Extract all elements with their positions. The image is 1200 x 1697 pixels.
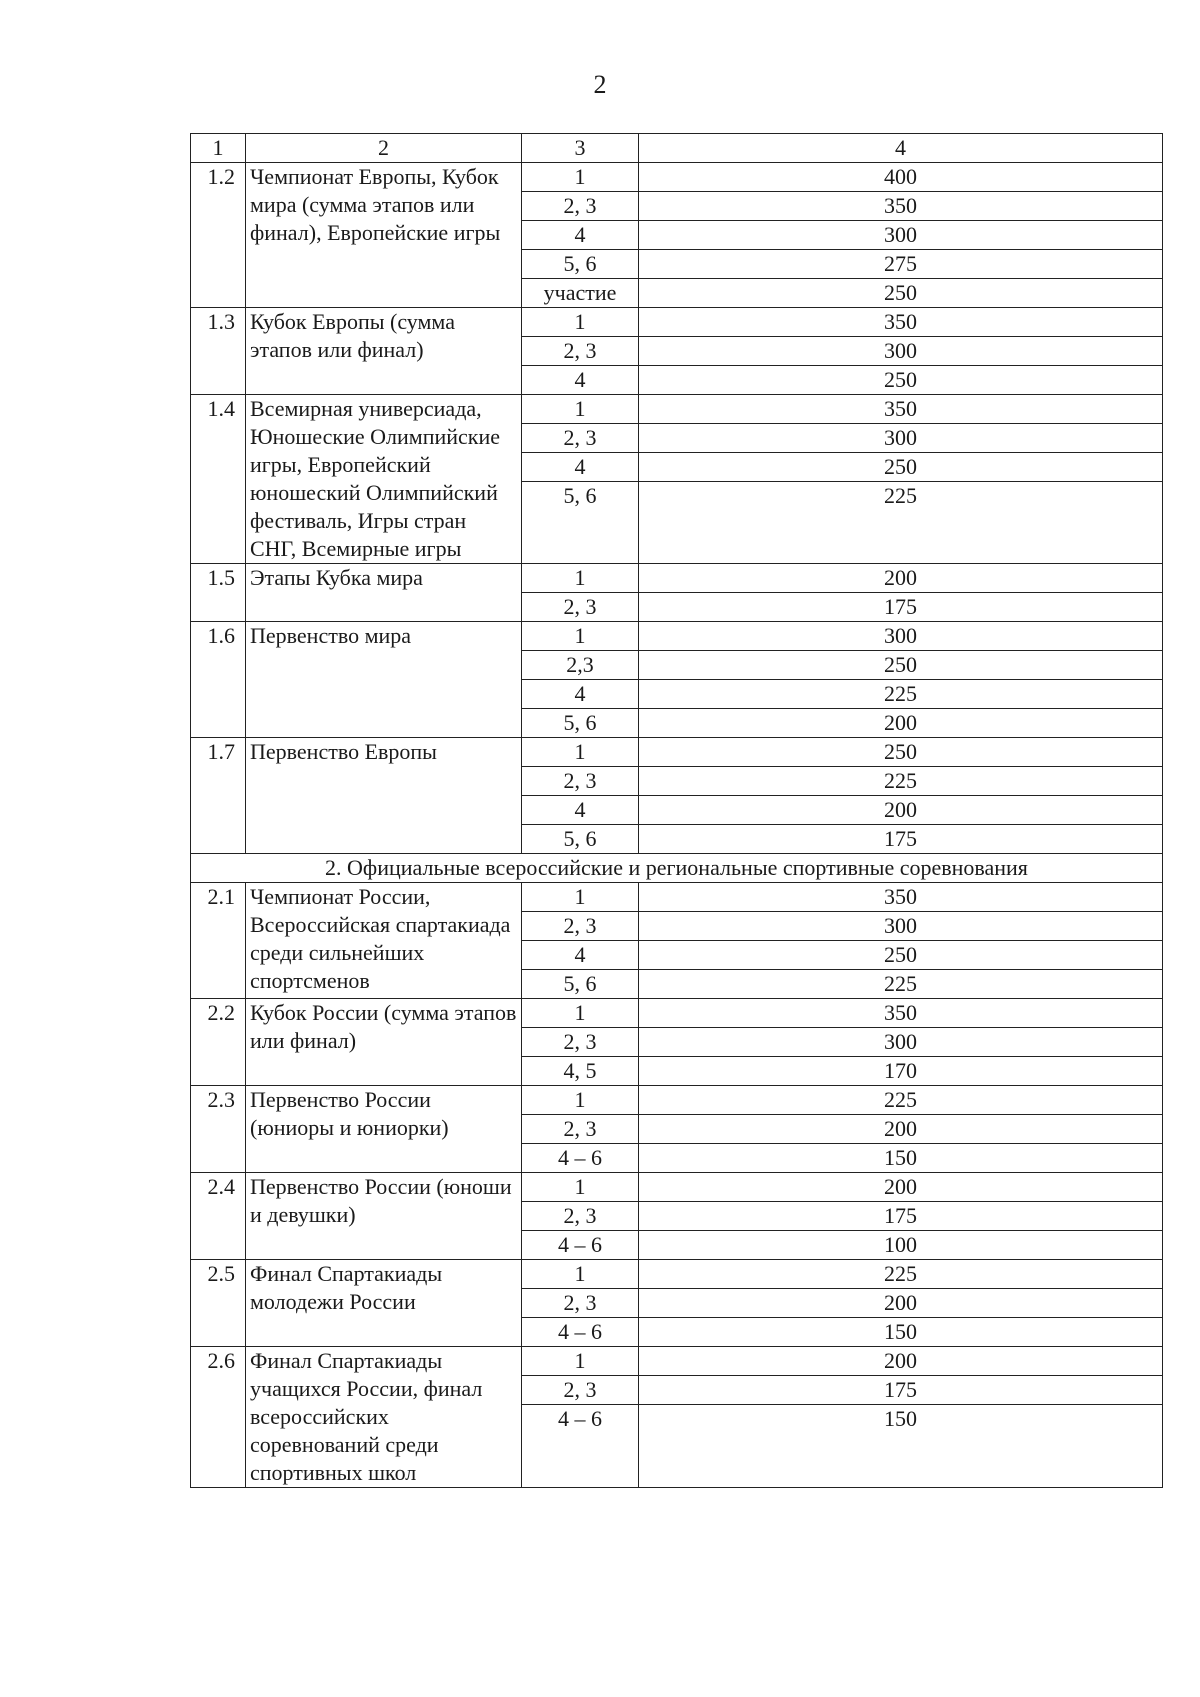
points-cell: 300 [639, 912, 1163, 941]
points-cell: 250 [639, 279, 1163, 308]
points-cell: 350 [639, 192, 1163, 221]
place-cell: 4 [522, 453, 639, 482]
header-cell: 1 [191, 134, 246, 163]
table-row [191, 1173, 1163, 1202]
points-cell: 150 [639, 1405, 1163, 1488]
points-cell: 350 [639, 999, 1163, 1028]
competition-name: Чемпионат России, Всероссийская спартакиада среди сильнейших спортсменов [246, 883, 522, 999]
place-cell: 1 [522, 1347, 639, 1376]
points-cell: 350 [639, 883, 1163, 912]
place-cell: 5, 6 [522, 250, 639, 279]
table-row [191, 622, 1163, 651]
item-number: 2.5 [191, 1260, 246, 1347]
competition-name: Первенство России (юниоры и юниорки) [246, 1086, 522, 1173]
page-number: 2 [593, 70, 607, 99]
place-cell: участие [522, 279, 639, 308]
place-cell: 2, 3 [522, 1289, 639, 1318]
place-cell: 1 [522, 163, 639, 192]
competition-name: Первенство мира [246, 622, 522, 738]
points-cell: 250 [639, 651, 1163, 680]
points-cell: 300 [639, 424, 1163, 453]
table-row [191, 738, 1163, 767]
item-number: 1.5 [191, 564, 246, 622]
place-cell: 1 [522, 622, 639, 651]
competition-name: Кубок Европы (сумма этапов или финал) [246, 308, 522, 395]
place-cell: 4, 5 [522, 1057, 639, 1086]
points-cell: 250 [639, 366, 1163, 395]
place-cell: 2,3 [522, 651, 639, 680]
place-cell: 4 [522, 796, 639, 825]
points-cell: 100 [639, 1231, 1163, 1260]
competition-name: Финал Спартакиады учащихся России, финал всероссийских соревнований среди спортивных школ [246, 1347, 522, 1488]
points-cell: 200 [639, 1347, 1163, 1376]
place-cell: 1 [522, 1086, 639, 1115]
points-cell: 175 [639, 1202, 1163, 1231]
place-cell: 4 [522, 680, 639, 709]
scoring-table [190, 133, 1163, 1488]
table-row [191, 1086, 1163, 1115]
place-cell: 4 [522, 366, 639, 395]
points-cell: 250 [639, 738, 1163, 767]
place-cell: 5, 6 [522, 482, 639, 564]
place-cell: 4 – 6 [522, 1405, 639, 1488]
competition-name: Первенство России (юноши и девушки) [246, 1173, 522, 1260]
place-cell: 4 – 6 [522, 1318, 639, 1347]
place-cell: 1 [522, 738, 639, 767]
competition-name: Чемпионат Европы, Кубок мира (сумма этапов или финал), Европейские игры [246, 163, 522, 308]
points-cell: 175 [639, 1376, 1163, 1405]
place-cell: 2, 3 [522, 593, 639, 622]
points-cell: 300 [639, 1028, 1163, 1057]
points-cell: 150 [639, 1318, 1163, 1347]
place-cell: 2, 3 [522, 1028, 639, 1057]
points-cell: 225 [639, 970, 1163, 999]
item-number: 1.2 [191, 163, 246, 308]
item-number: 1.4 [191, 395, 246, 564]
item-number: 2.3 [191, 1086, 246, 1173]
item-number: 1.3 [191, 308, 246, 395]
item-number: 1.7 [191, 738, 246, 854]
points-cell: 175 [639, 593, 1163, 622]
points-cell: 225 [639, 482, 1163, 564]
points-cell: 300 [639, 337, 1163, 366]
place-cell: 2, 3 [522, 1202, 639, 1231]
item-number: 1.6 [191, 622, 246, 738]
table-row [191, 163, 1163, 192]
competition-name: Всемирная универсиада, Юношеские Олимпийские игры, Европейский юношеский Олимпийский фестиваль, Игры стран СНГ, Всемирные игры [246, 395, 522, 564]
place-cell: 5, 6 [522, 709, 639, 738]
table-row [191, 1347, 1163, 1376]
place-cell: 1 [522, 564, 639, 593]
place-cell: 2, 3 [522, 912, 639, 941]
points-cell: 170 [639, 1057, 1163, 1086]
points-cell: 150 [639, 1144, 1163, 1173]
place-cell: 2, 3 [522, 1376, 639, 1405]
header-cell: 2 [246, 134, 522, 163]
place-cell: 1 [522, 308, 639, 337]
competition-name: Финал Спартакиады молодежи России [246, 1260, 522, 1347]
points-cell: 225 [639, 1086, 1163, 1115]
points-cell: 175 [639, 825, 1163, 854]
section-heading-row [191, 854, 1163, 883]
place-cell: 5, 6 [522, 970, 639, 999]
place-cell: 2, 3 [522, 1115, 639, 1144]
points-cell: 200 [639, 709, 1163, 738]
place-cell: 2, 3 [522, 337, 639, 366]
points-cell: 225 [639, 680, 1163, 709]
place-cell: 1 [522, 999, 639, 1028]
header-cell: 4 [639, 134, 1163, 163]
table-row [191, 395, 1163, 424]
points-cell: 250 [639, 453, 1163, 482]
table-row [191, 1260, 1163, 1289]
place-cell: 4 – 6 [522, 1144, 639, 1173]
points-cell: 400 [639, 163, 1163, 192]
points-cell: 350 [639, 395, 1163, 424]
points-cell: 225 [639, 1260, 1163, 1289]
section-heading: 2. Официальные всероссийские и региональные спортивные соревнования [191, 854, 1163, 883]
competition-name: Этапы Кубка мира [246, 564, 522, 622]
place-cell: 1 [522, 883, 639, 912]
competition-name: Кубок России (сумма этапов или финал) [246, 999, 522, 1086]
points-cell: 200 [639, 1289, 1163, 1318]
table-row [191, 883, 1163, 912]
points-cell: 300 [639, 221, 1163, 250]
place-cell: 1 [522, 395, 639, 424]
place-cell: 2, 3 [522, 767, 639, 796]
item-number: 2.1 [191, 883, 246, 999]
table-row [191, 564, 1163, 593]
place-cell: 4 [522, 221, 639, 250]
table-row [191, 308, 1163, 337]
points-cell: 275 [639, 250, 1163, 279]
points-cell: 300 [639, 622, 1163, 651]
place-cell: 1 [522, 1173, 639, 1202]
place-cell: 1 [522, 1260, 639, 1289]
points-cell: 200 [639, 796, 1163, 825]
item-number: 2.4 [191, 1173, 246, 1260]
item-number: 2.6 [191, 1347, 246, 1488]
points-cell: 200 [639, 1115, 1163, 1144]
points-cell: 250 [639, 941, 1163, 970]
place-cell: 4 – 6 [522, 1231, 639, 1260]
place-cell: 4 [522, 941, 639, 970]
points-cell: 200 [639, 1173, 1163, 1202]
points-cell: 225 [639, 767, 1163, 796]
place-cell: 2, 3 [522, 424, 639, 453]
header-cell: 3 [522, 134, 639, 163]
points-cell: 200 [639, 564, 1163, 593]
item-number: 2.2 [191, 999, 246, 1086]
place-cell: 5, 6 [522, 825, 639, 854]
table-header-row [191, 134, 1163, 163]
table-row [191, 999, 1163, 1028]
points-cell: 350 [639, 308, 1163, 337]
place-cell: 2, 3 [522, 192, 639, 221]
competition-name: Первенство Европы [246, 738, 522, 854]
